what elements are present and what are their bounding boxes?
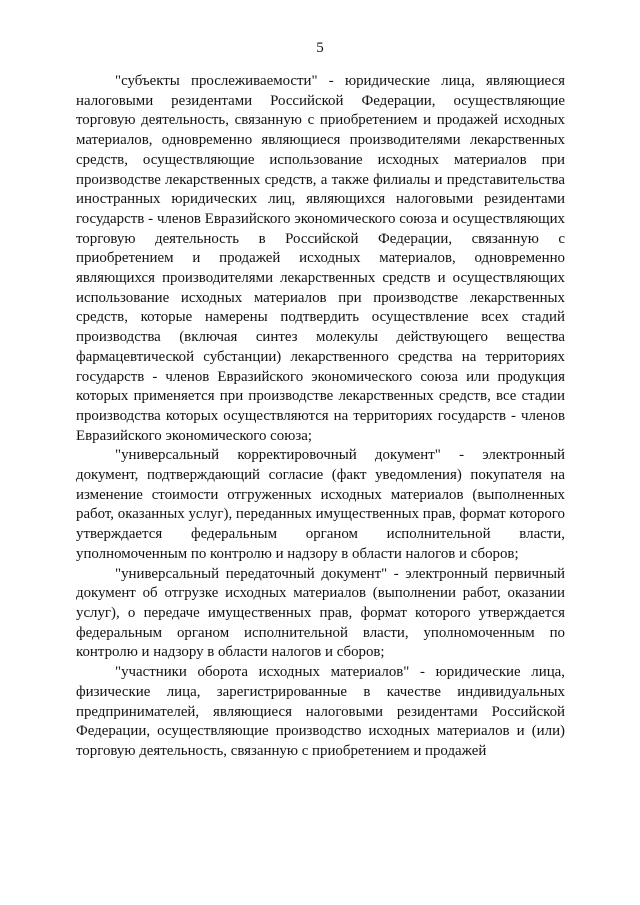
definition-paragraph-universal-correction-document: "универсальный корректировочный документ" - электронный документ, подтверждающий согласие (факт уведомления) покупателя на изменение стоимости отгруженных исходных материалов (выполненных работ, оказанных услуг), переданных имущественных прав, формат которого утверждается федеральным органом исполнительной власти, уполномоченным по контролю и надзору в области налогов и сборов;: [76, 447, 565, 562]
definition-paragraph-traceability-subjects: "субъекты прослеживаемости" - юридические лица, являющиеся налоговыми резидентами Российской Федерации, осуществляющие торговую деятельность, связанную с приобретением и продажей исходных материалов, одновременно являющиеся производителями лекарственных средств, осуществляющие использование исходных материалов при производстве лекарственных средств, а также филиалы и представительства иностранных юридических лиц, являющихся налоговыми резидентами государств - членов Евразийского экономического союза и осуществляющих торговую деятельность в Российской Федерации, связанную с приобретением и продажей исходных материалов, одновременно являющихся производителями лекарственных средств и осуществляющих использование исходных материалов при производстве лекарственных средств, которые намерены подтвердить осуществление всех стадий производства (включая синтез молекулы действующего вещества фармацевтической субстанции) лекарственного средства на территориях государств - членов Евразийского экономического союза или продукция которых применяется при производстве лекарственных средств, все стадии производства которых осуществляются на территориях государств - членов Евразийского экономического союза;: [76, 73, 565, 444]
page-number: 5: [316, 40, 324, 56]
document-body: [76, 72, 565, 762]
definition-paragraph-raw-material-turnover-participants: "участники оборота исходных материалов" - юридические лица, физические лица, зарегистрированные в качестве индивидуальных предпринимателей, являющиеся налоговыми резидентами Российской Федерации, осуществляющие производство исходных материалов и (или) торговую деятельность, связанную с приобретением и продажей: [76, 664, 565, 759]
definition-paragraph-universal-transfer-document: "универсальный передаточный документ" - электронный первичный документ об отгрузке исходных материалов (выполнении работ, оказании услуг), о передаче имущественных прав, формат которого утверждается федеральным органом исполнительной власти, уполномоченным по контролю и надзору в области налогов и сборов;: [76, 565, 565, 661]
